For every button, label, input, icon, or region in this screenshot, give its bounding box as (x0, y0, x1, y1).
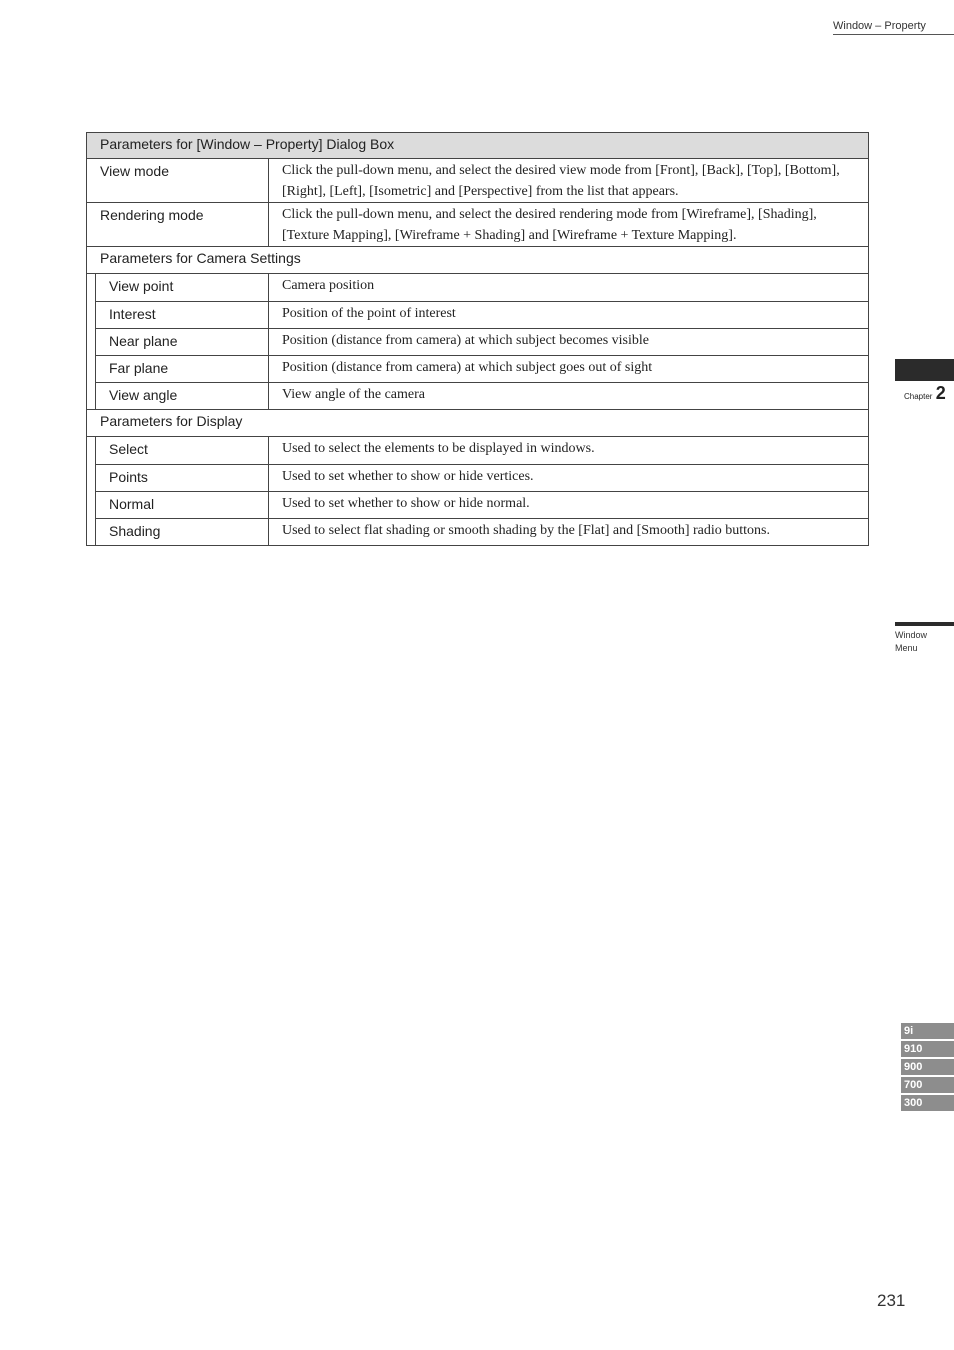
table-row (87, 437, 869, 465)
param-description: Position (distance from camera) at which subject becomes visible (269, 328, 869, 355)
camera-section-title: Parameters for Camera Settings (87, 247, 869, 274)
dialog-section-title: Parameters for [Window – Property] Dialog Box (87, 133, 869, 159)
param-name: Far plane (96, 355, 269, 382)
param-name: View angle (96, 382, 269, 410)
param-name: Normal (96, 491, 269, 518)
param-description: Used to set whether to show or hide vertices. (269, 464, 869, 491)
param-name: Near plane (96, 328, 269, 355)
param-description: Position (distance from camera) at which subject goes out of sight (269, 355, 869, 382)
model-tab: 900 (901, 1059, 954, 1075)
param-description: Used to set whether to show or hide normal. (269, 491, 869, 518)
table-row (87, 328, 869, 355)
param-description: Click the pull-down menu, and select the desired view mode from [Front], [Back], [Top], [Bottom], [Right], [Left], [Isometric] and [Perspective] from the list that appears. (269, 159, 869, 203)
param-description: Used to select the elements to be displayed in windows. (269, 437, 869, 465)
table-row (87, 355, 869, 382)
running-header: Window – Property (833, 20, 954, 35)
table-row (87, 301, 869, 328)
display-section-title: Parameters for Display (87, 410, 869, 437)
param-name: Rendering mode (87, 203, 269, 247)
param-description: Position of the point of interest (269, 301, 869, 328)
camera-section-header (87, 247, 869, 274)
param-name: View mode (87, 159, 269, 203)
section-tab-line-2: Menu (895, 643, 918, 653)
chapter-tab (895, 359, 954, 381)
chapter-word: Chapter (904, 392, 933, 401)
param-description: View angle of the camera (269, 382, 869, 410)
page-number: 231 (877, 1291, 906, 1310)
model-tab: 700 (901, 1077, 954, 1093)
table-row (87, 464, 869, 491)
section-tab-line-1: Window (895, 630, 928, 640)
display-section-header (87, 410, 869, 437)
param-name: Select (96, 437, 269, 465)
chapter-number: 2 (935, 383, 946, 403)
table-row (87, 203, 869, 247)
param-name: Interest (96, 301, 269, 328)
table-row (87, 518, 869, 546)
table-row (87, 159, 869, 203)
model-tab: 300 (901, 1095, 954, 1111)
section-tab-label (895, 629, 953, 655)
model-tabs (901, 1023, 954, 1113)
model-tab: 910 (901, 1041, 954, 1057)
chapter-label (904, 383, 946, 404)
table-row (87, 274, 869, 302)
dialog-section-header (87, 133, 869, 159)
param-name: View point (96, 274, 269, 302)
parameters-table (86, 132, 869, 546)
model-tab: 9i (901, 1023, 954, 1039)
param-description: Used to select flat shading or smooth shading by the [Flat] and [Smooth] radio buttons. (269, 518, 869, 546)
param-name: Points (96, 464, 269, 491)
table-row (87, 491, 869, 518)
table-row (87, 382, 869, 410)
param-name: Shading (96, 518, 269, 546)
section-tab-bar (895, 622, 954, 626)
param-description: Camera position (269, 274, 869, 302)
param-description: Click the pull-down menu, and select the desired rendering mode from [Wireframe], [Shading], [Texture Mapping], [Wireframe + Shading] and [Wireframe + Texture Mapping]. (269, 203, 869, 247)
